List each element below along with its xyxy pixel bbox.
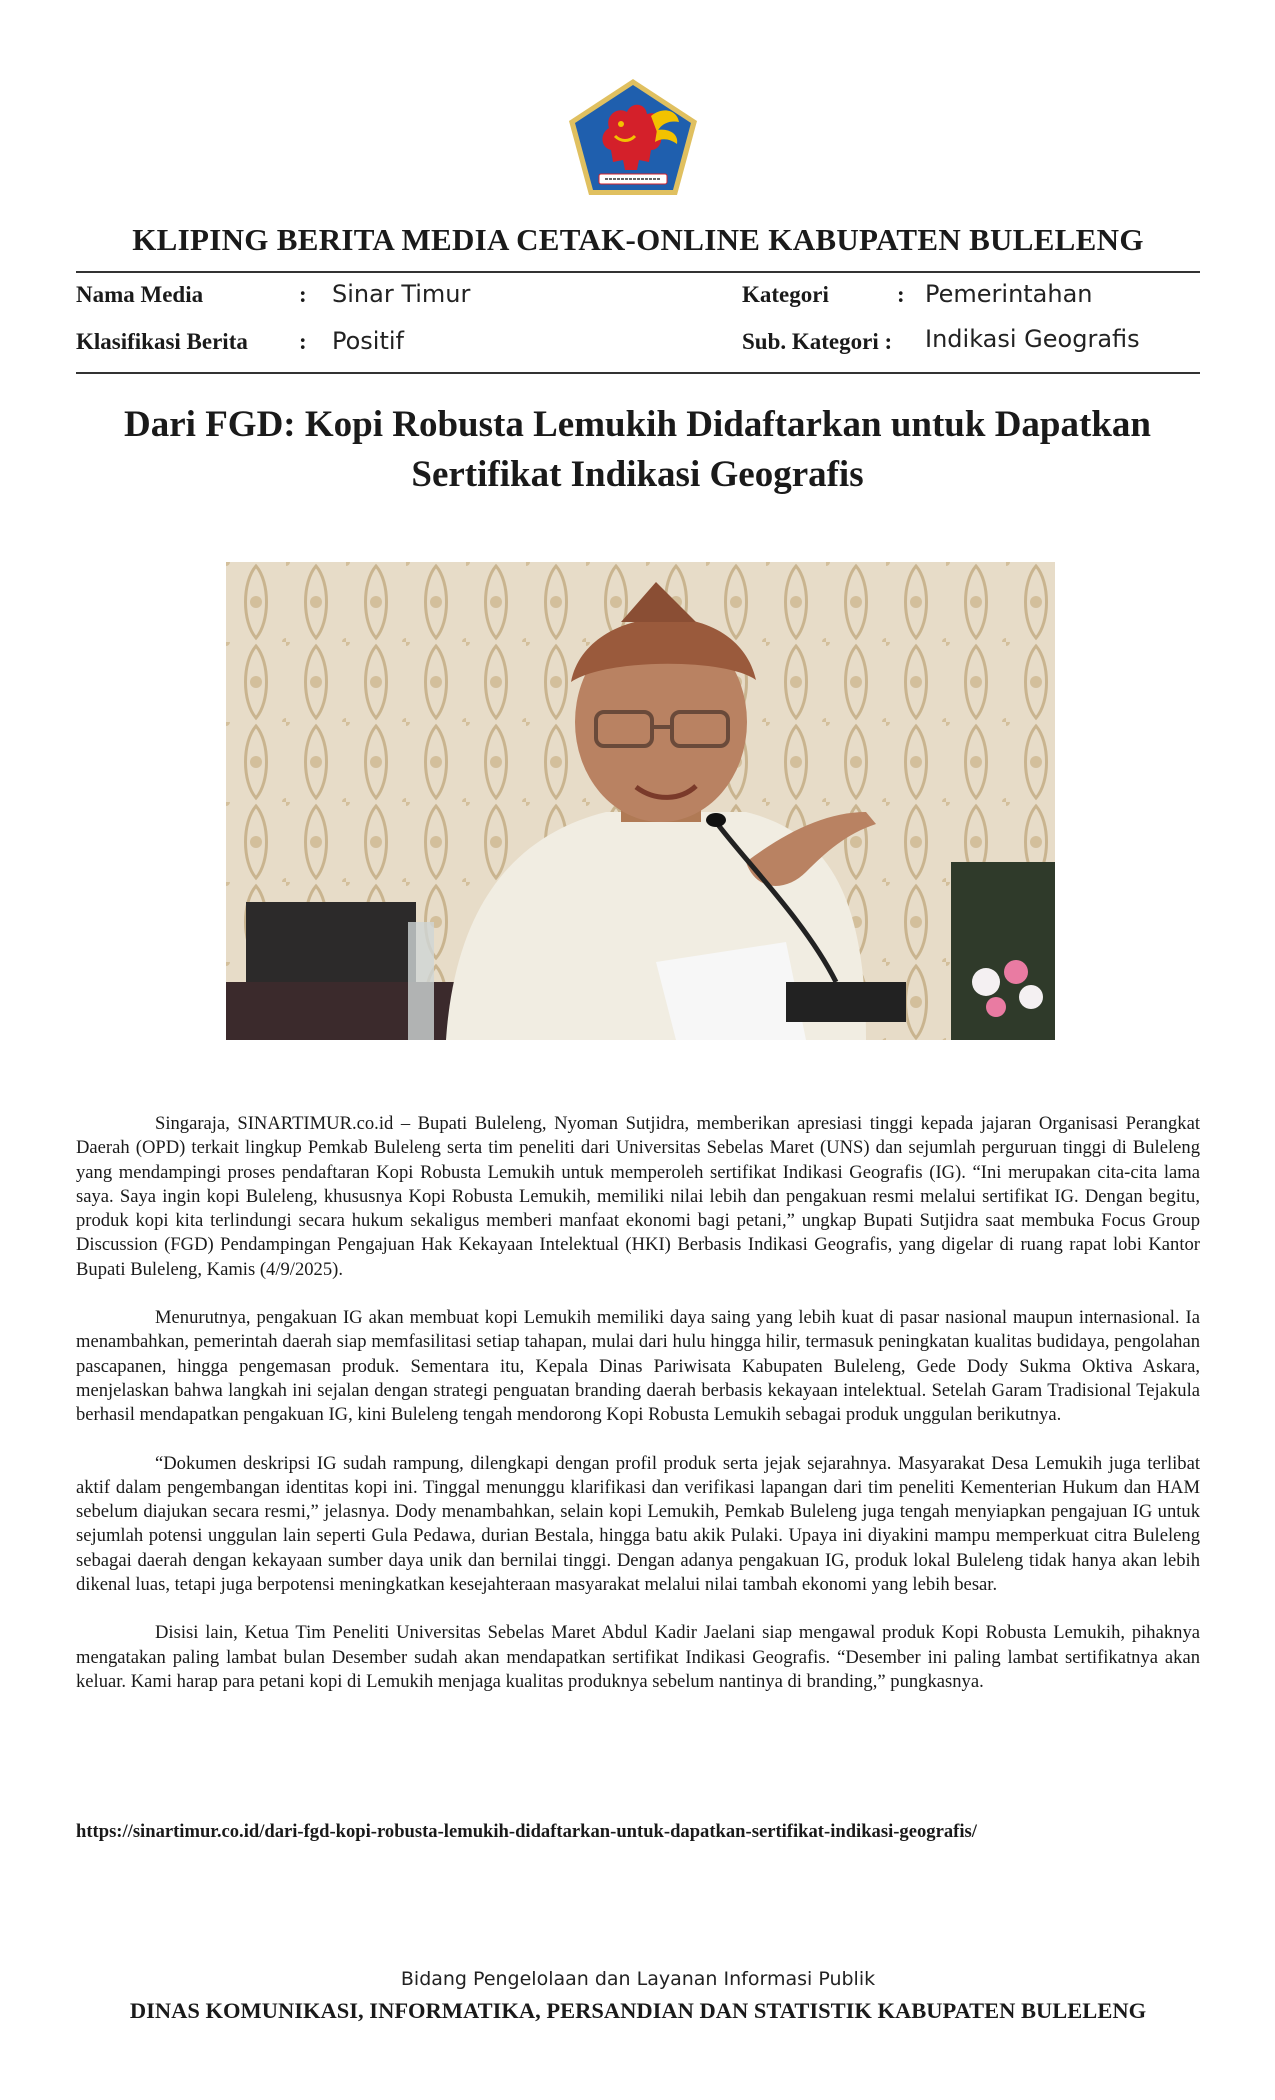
sub-kategori-label: Sub. Kategori : [742,329,893,354]
nama-media-label: Nama Media [76,282,204,307]
sub-kategori-value: Indikasi Geografis [925,325,1140,353]
article-paragraph: “Dokumen deskripsi IG sudah rampung, dilengkapi dengan profil produk serta jejak sejarahnya. Masyarakat Desa Lemukih juga terlibat aktif dalam pengembangan identitas kopi ini. Tinggal menunggu klarifikasi dan verifikasi lapangan dari tim peneliti Kementerian Hukum dan HAM sebelum diajukan secara resmi,” jelasnya. Dody menambahkan, selain kopi Lemukih, Pemkab Buleleng juga tengah menyiapkan pengajuan IG untuk sejumlah potensi unggulan lain seperti Gula Pedawa, durian Bestala, hingga batu akik Pulaki. Upaya ini diyakini mampu memperkuat citra Buleleng sebagai daerah dengan kekayaan sumber daya unik dan bernilai tinggi. Dengan adanya pengakuan IG, produk lokal Buleleng tidak hanya akan lebih dikenal luas, tetapi juga berpotensi meningkatkan kesejahteraan masyarakat melalui nilai tambah ekonomi yang lebih besar. [76,1452,1200,1596]
nama-media-value: Sinar Timur [332,280,471,308]
kategori-colon: : [897,282,905,307]
klasifikasi-label: Klasifikasi Berita [76,329,248,354]
article-paragraph: Singaraja, SINARTIMUR.co.id – Bupati Buleleng, Nyoman Sutjidra, memberikan apresiasi tinggi kepada jajaran Organisasi Perangkat Daerah (OPD) terkait lingkup Pemkab Buleleng serta tim peneliti dari Universitas Sebelas Maret (UNS) dan sejumlah perguruan tinggi di Buleleng yang mendampingi proses pendaftaran Kopi Robusta Lemukih untuk memperoleh sertifikat Indikasi Geografis (IG). “Ini merupakan cita-cita lama saya. Saya ingin kopi Buleleng, khususnya Kopi Robusta Lemukih, memiliki nilai lebih dan pengakuan resmi melalui sertifikat IG. Dengan begitu, produk kopi kita terlindungi secara hukum sekaligus memberi manfaat ekonomi bagi petani,” ungkap Bupati Sutjidra saat membuka Focus Group Discussion (FGD) Pendampingan Pengajuan Hak Kekayaan Intelektual (HKI) Berbasis Indikasi Geografis, yang digelar di ruang rapat lobi Kantor Bupati Buleleng, Kamis (4/9/2025). [76,1113,1200,1280]
source-url-link[interactable]: https://sinartimur.co.id/dari-fgd-kopi-robusta-lemukih-didaftarkan-untuk-dapatkan-sertifikat-indikasi-geografis/ [76,1821,977,1842]
footer-bidang: Bidang Pengelolaan dan Layanan Informasi Publik [400,1968,876,1990]
footer-dinas: DINAS KOMUNIKASI, INFORMATIKA, PERSANDIAN DAN STATISTIK KABUPATEN BULELENG [129,1998,1147,2023]
kliping-title: KLIPING BERITA MEDIA CETAK-ONLINE KABUPATEN BULELENG [132,222,1144,257]
buleleng-emblem-logo [565,76,701,200]
header-rule-top [76,271,1200,273]
article-paragraph: Disisi lain, Ketua Tim Peneliti Universitas Sebelas Maret Abdul Kadir Jaelani siap mengawal produk Kopi Robusta Lemukih, pihaknya mengatakan paling lambat bulan Desember sudah akan mendapatkan sertifikat Indikasi Geografis. “Desember ini paling lambat sertifikatnya akan keluar. Kami harap para petani kopi di Lemukih menjaga kualitas produknya sebelum nantinya di branding,” pungkasnya. [76,1622,1200,1692]
article-title: Dari FGD: Kopi Robusta Lemukih Didaftarkan untuk Dapatkan Sertifikat Indikasi Geografis [124,404,1151,495]
klasifikasi-value: Positif [332,327,404,355]
kategori-label: Kategori [742,282,829,307]
article-paragraph: Menurutnya, pengakuan IG akan membuat kopi Lemukih memiliki daya saing yang lebih kuat di pasar nasional maupun internasional. Ia menambahkan, pemerintah daerah siap memfasilitasi setiap tahapan, mulai dari hulu hingga hilir, termasuk peningkatan kualitas budidaya, pengolahan pascapanen, hingga pengemasan produk. Sementara itu, Kepala Dinas Pariwisata Kabupaten Buleleng, Gede Dody Sukma Oktiva Askara, menjelaskan bahwa langkah ini sejalan dengan strategi penguatan branding daerah berbasis kekayaan intelektual. Setelah Garam Tradisional Tejakula berhasil mendapatkan pengakuan IG, kini Buleleng tengah mendorong Kopi Robusta Lemukih sebagai produk unggulan berikutnya. [76,1307,1200,1426]
header-rule-bottom [76,372,1200,374]
klasifikasi-colon: : [299,329,307,354]
kategori-value: Pemerintahan [925,280,1093,308]
article-photo [226,562,1055,1040]
article-body [76,1112,1200,1718]
nama-media-colon: : [299,282,307,307]
